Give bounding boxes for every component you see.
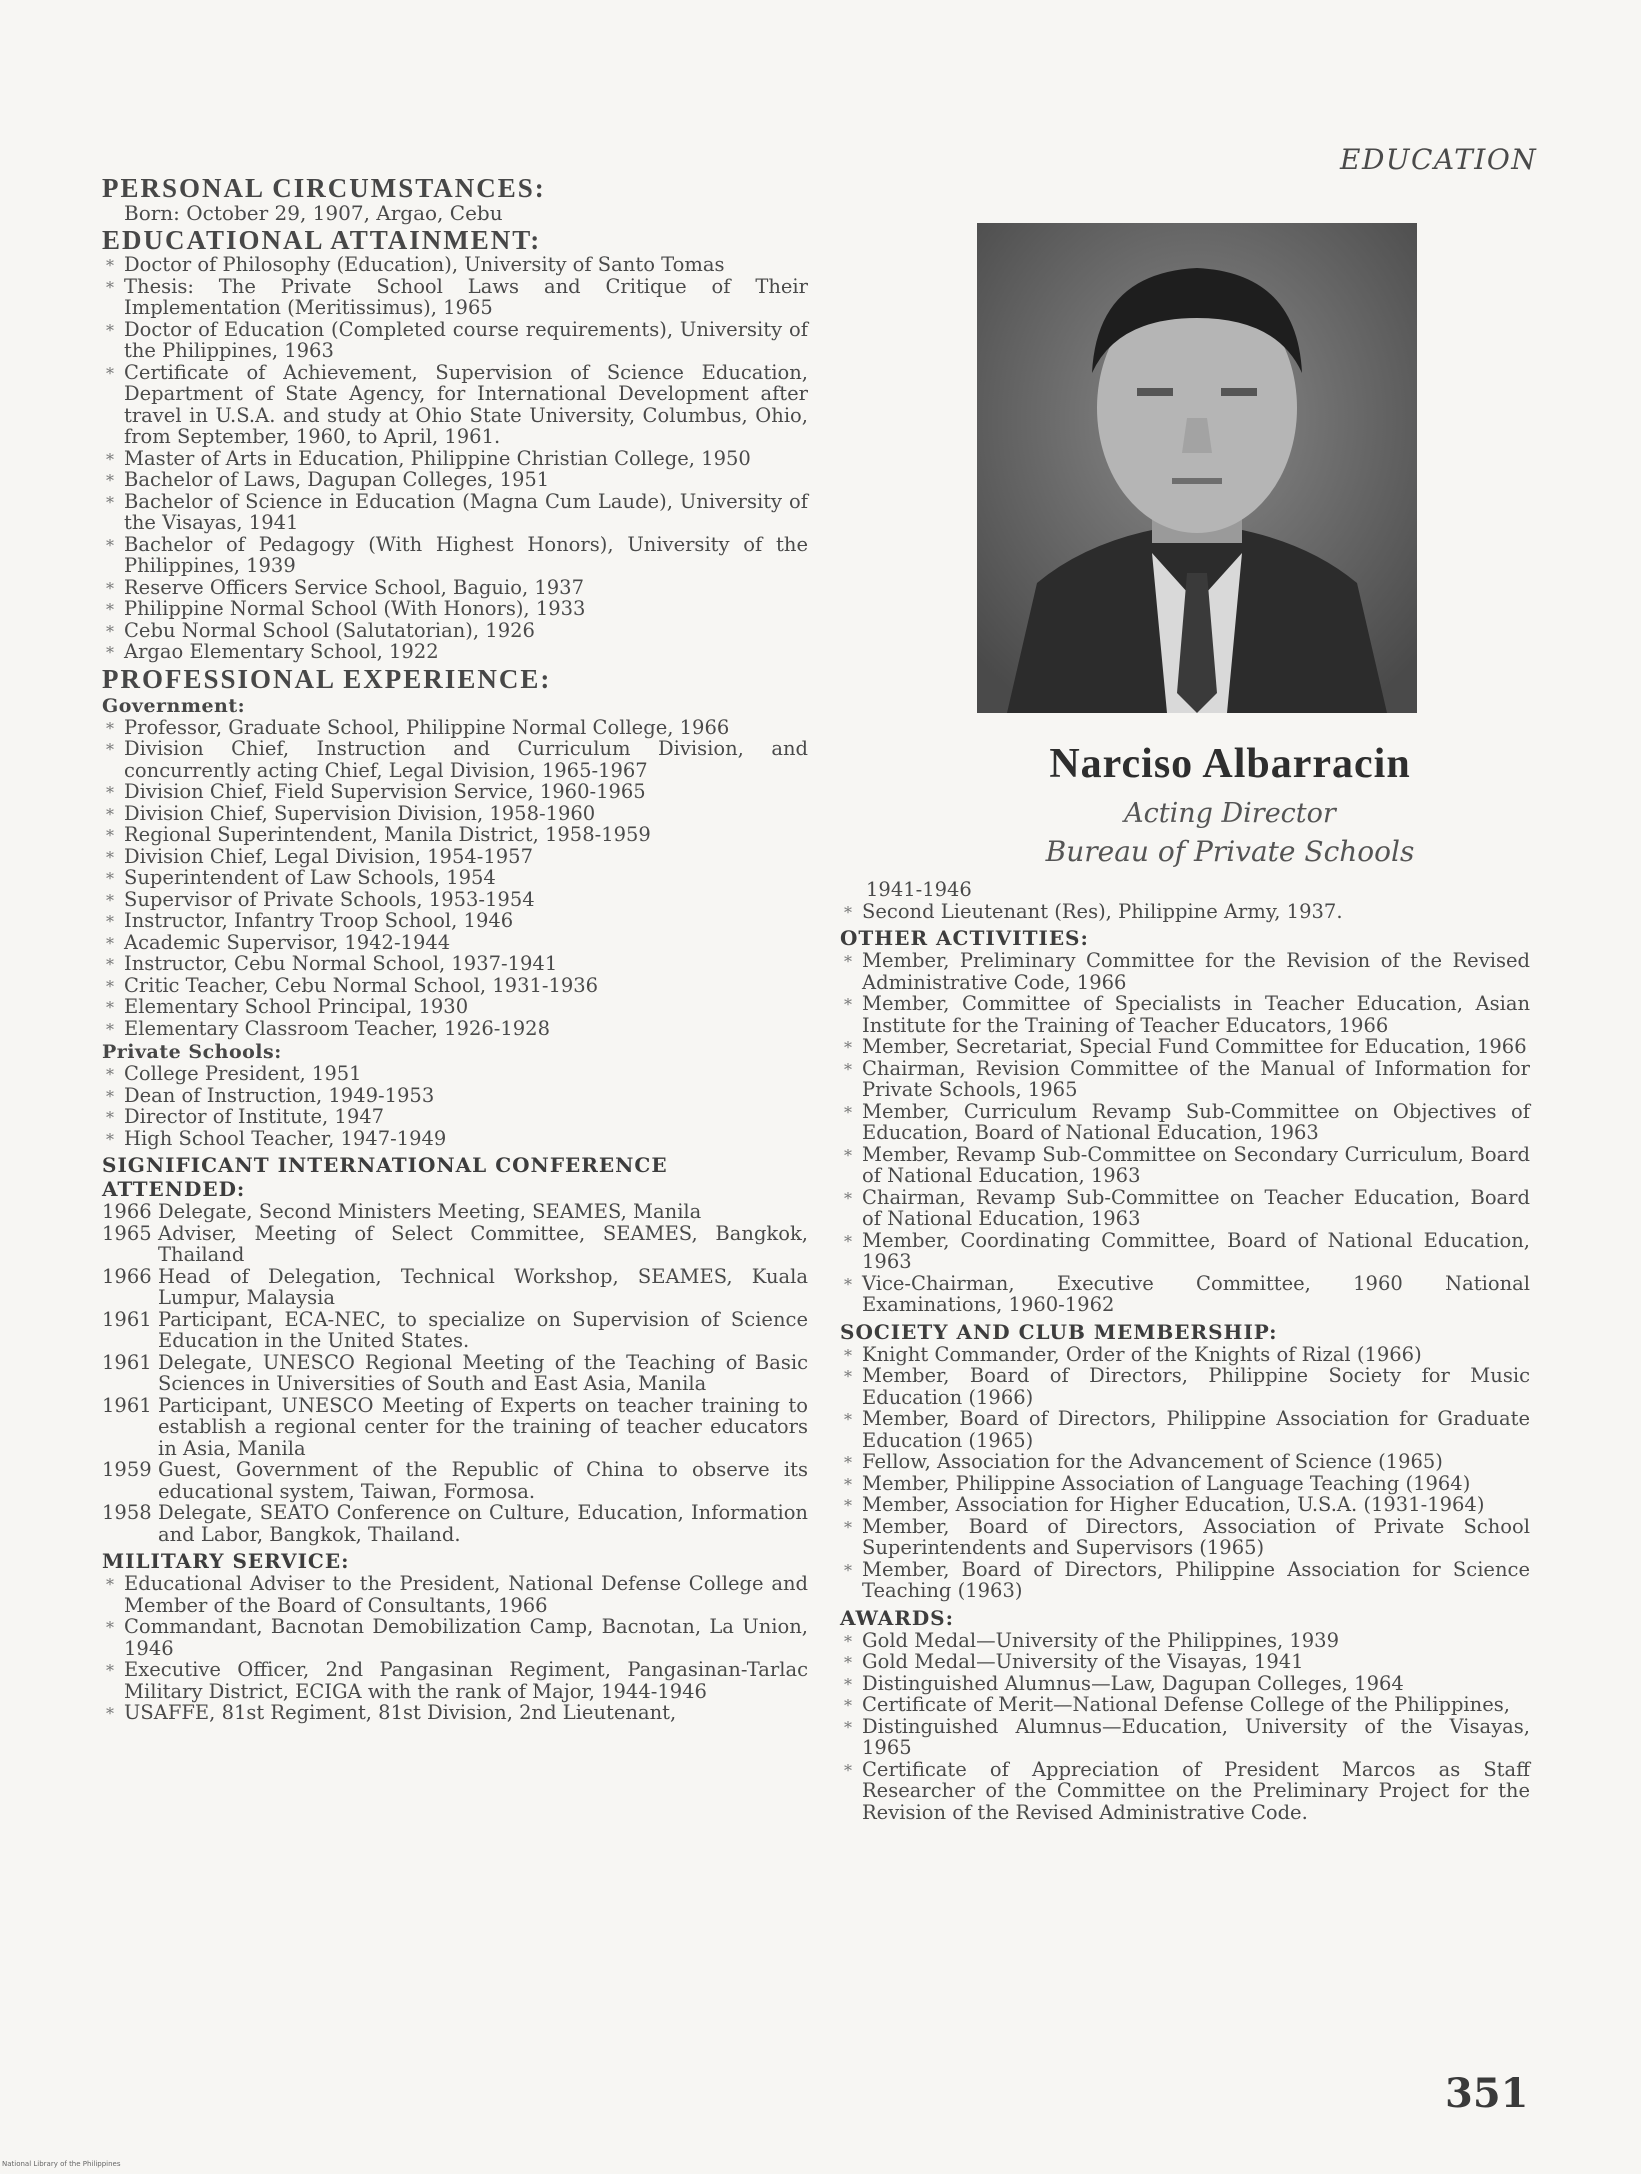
- award-item: * Distinguished Alumnus—Law, Dagupan Colleges, 1964: [840, 1673, 1530, 1695]
- conference-text: Participant, UNESCO Meeting of Experts on teacher training to establish a regional center for the training of teacher educators in Asia, Manila: [158, 1393, 808, 1460]
- conference-year: 1961: [102, 1307, 152, 1331]
- conference-text: Head of Delegation, Technical Workshop, SEAMES, Kuala Lumpur, Malaysia: [158, 1264, 808, 1309]
- conference-text: Participant, ECA-NEC, to specialize on Supervision of Science Education in the United States.: [158, 1307, 808, 1352]
- award-item: * Certificate of Merit—National Defense College of the Philippines,: [840, 1694, 1530, 1716]
- private-subheading: Private Schools:: [102, 1041, 282, 1063]
- education-item: * Doctor of Philosophy (Education), University of Santo Tomas: [102, 254, 808, 276]
- conference-text: Guest, Government of the Republic of China to observe its educational system, Taiwan, Formosa.: [158, 1458, 808, 1503]
- government-position-item: * Professor, Graduate School, Philippine Normal College, 1966: [102, 717, 808, 739]
- membership-item: * Member, Board of Directors, Association of Private School Superintendents and Supervisors (1965): [840, 1516, 1530, 1559]
- conference-heading-line1: SIGNIFICANT INTERNATIONAL CONFERENCE: [102, 1153, 668, 1177]
- private-position-item: * High School Teacher, 1947-1949: [102, 1128, 808, 1150]
- award-item: * Gold Medal—University of the Philippines, 1939: [840, 1630, 1530, 1652]
- person-bureau: Bureau of Private Schools: [1045, 835, 1415, 868]
- conference-item: [102, 1352, 808, 1395]
- government-position-item: * Division Chief, Legal Division, 1954-1957: [102, 846, 808, 868]
- government-position-item: * Instructor, Cebu Normal School, 1937-1941: [102, 953, 808, 975]
- awards-heading: AWARDS:: [840, 1605, 955, 1630]
- education-item: * Argao Elementary School, 1922: [102, 641, 808, 663]
- private-position-item: * Dean of Instruction, 1949-1953: [102, 1085, 808, 1107]
- activity-item: * Member, Curriculum Revamp Sub-Committee on Objectives of Education, Board of National Education, 1963: [840, 1101, 1530, 1144]
- conference-text: Delegate, SEATO Conference on Culture, Education, Information and Labor, Bangkok, Thailand.: [158, 1501, 808, 1546]
- conference-year: 1961: [102, 1350, 152, 1374]
- education-item: * Cebu Normal School (Salutatorian), 1926: [102, 620, 808, 642]
- military-item: * Second Lieutenant (Res), Philippine Army, 1937.: [840, 901, 1530, 923]
- government-position-item: * Division Chief, Instruction and Curriculum Division, and concurrently acting Chief, Legal Division, 1965-1967: [102, 738, 808, 781]
- private-list: [102, 1063, 808, 1149]
- education-item: * Philippine Normal School (With Honors), 1933: [102, 598, 808, 620]
- government-subheading: Government:: [102, 694, 246, 717]
- government-position-item: * Division Chief, Supervision Division, 1958-1960: [102, 803, 808, 825]
- society-list: [840, 1344, 1530, 1602]
- membership-item: * Member, Philippine Association of Language Teaching (1964): [840, 1473, 1530, 1495]
- society-heading: SOCIETY AND CLUB MEMBERSHIP:: [840, 1319, 1278, 1344]
- education-item: * Thesis: The Private School Laws and Critique of Their Implementation (Meritissimus), 1965: [102, 276, 808, 319]
- award-item: * Gold Medal—University of the Visayas, 1941: [840, 1651, 1530, 1673]
- military-item: * Commandant, Bacnotan Demobilization Camp, Bacnotan, La Union, 1946: [102, 1616, 808, 1659]
- award-item: * Certificate of Appreciation of President Marcos as Staff Researcher of the Committee on the Preliminary Project for the Revision of the Revised Administrative Code.: [840, 1759, 1530, 1824]
- right-column: [840, 879, 1530, 1823]
- conference-year: 1959: [102, 1458, 152, 1481]
- education-item: * Certificate of Achievement, Supervision of Science Education, Department of State Agency, for International Development after travel in U.S.A. and study at Ohio State University, Columbus, Ohio, from September, 1960, to April, 1961.: [102, 362, 808, 448]
- government-position-item: * Superintendent of Law Schools, 1954: [102, 867, 808, 889]
- conference-heading-line2: ATTENDED:: [102, 1177, 246, 1201]
- military-item: * USAFFE, 81st Regiment, 81st Division, 2nd Lieutenant,: [102, 1702, 808, 1724]
- government-position-item: * Critic Teacher, Cebu Normal School, 1931-1936: [102, 975, 808, 997]
- education-item: * Master of Arts in Education, Philippine Christian College, 1950: [102, 448, 808, 470]
- military-list: [102, 1573, 808, 1724]
- conference-item: [102, 1459, 808, 1502]
- education-item: * Bachelor of Pedagogy (With Highest Honors), University of the Philippines, 1939: [102, 534, 808, 577]
- page-number: 351: [1445, 2070, 1529, 2117]
- profile-title-block: [900, 740, 1560, 868]
- government-position-item: * Elementary Classroom Teacher, 1926-1928: [102, 1018, 808, 1040]
- section-kicker: EDUCATION: [1340, 143, 1538, 176]
- government-position-item: * Regional Superintendent, Manila District, 1958-1959: [102, 824, 808, 846]
- conference-item: [102, 1395, 808, 1460]
- conference-year: 1958: [102, 1501, 152, 1524]
- activity-item: * Member, Coordinating Committee, Board of National Education, 1963: [840, 1230, 1530, 1273]
- private-position-item: * College President, 1951: [102, 1063, 808, 1085]
- other-activities-heading: OTHER ACTIVITIES:: [840, 926, 1089, 950]
- military-continued-years: 1941-1946: [866, 878, 972, 901]
- activity-item: * Member, Secretariat, Special Fund Committee for Education, 1966: [840, 1036, 1530, 1058]
- conference-year: 1966: [102, 1264, 152, 1288]
- education-heading: EDUCATIONAL ATTAINMENT:: [102, 225, 542, 255]
- person-position: Acting Director: [1124, 798, 1336, 829]
- military-continued-list: [840, 901, 1530, 923]
- government-list: [102, 717, 808, 1040]
- membership-item: * Member, Association for Higher Education, U.S.A. (1931-1964): [840, 1494, 1530, 1516]
- education-list: [102, 254, 808, 663]
- membership-item: * Member, Board of Directors, Philippine Association for Science Teaching (1963): [840, 1559, 1530, 1602]
- activity-item: * Vice-Chairman, Executive Committee, 1960 National Examinations, 1960-1962: [840, 1273, 1530, 1316]
- person-name: Narciso Albarracin: [1049, 741, 1411, 787]
- military-item: * Executive Officer, 2nd Pangasinan Regiment, Pangasinan-Tarlac Military District, ECIGA with the rank of Major, 1944-1946: [102, 1659, 808, 1702]
- conference-year: 1961: [102, 1393, 152, 1417]
- conference-item: [102, 1223, 808, 1266]
- activity-item: * Member, Committee of Specialists in Teacher Education, Asian Institute for the Training of Teacher Educators, 1966: [840, 993, 1530, 1036]
- private-position-item: * Director of Institute, 1947: [102, 1106, 808, 1128]
- education-item: * Reserve Officers Service School, Baguio, 1937: [102, 577, 808, 599]
- conference-heading: [102, 1153, 808, 1201]
- conference-item: [102, 1266, 808, 1309]
- membership-item: * Member, Board of Directors, Philippine Society for Music Education (1966): [840, 1365, 1530, 1408]
- conference-text: Delegate, Second Ministers Meeting, SEAMES, Manila: [158, 1200, 702, 1223]
- government-position-item: * Academic Supervisor, 1942-1944: [102, 932, 808, 954]
- award-item: * Distinguished Alumnus—Education, University of the Visayas, 1965: [840, 1716, 1530, 1759]
- membership-item: * Member, Board of Directors, Philippine Association for Graduate Education (1965): [840, 1408, 1530, 1451]
- education-item: * Bachelor of Laws, Dagupan Colleges, 1951: [102, 469, 808, 491]
- conference-year: 1966: [102, 1200, 152, 1223]
- conference-year: 1965: [102, 1221, 152, 1245]
- conference-list: [102, 1201, 808, 1545]
- military-item: * Educational Adviser to the President, National Defense College and Member of the Board of Consultants, 1966: [102, 1573, 808, 1616]
- government-position-item: * Division Chief, Field Supervision Service, 1960-1965: [102, 781, 808, 803]
- conference-text: Adviser, Meeting of Select Committee, SEAMES, Bangkok, Thailand: [158, 1221, 808, 1266]
- activity-item: * Member, Preliminary Committee for the Revision of the Revised Administrative Code, 1966: [840, 950, 1530, 993]
- education-item: * Bachelor of Science in Education (Magna Cum Laude), University of the Visayas, 1941: [102, 491, 808, 534]
- government-position-item: * Instructor, Infantry Troop School, 1946: [102, 910, 808, 932]
- government-position-item: * Supervisor of Private Schools, 1953-1954: [102, 889, 808, 911]
- membership-item: * Fellow, Association for the Advancement of Science (1965): [840, 1451, 1530, 1473]
- membership-item: * Knight Commander, Order of the Knights of Rizal (1966): [840, 1344, 1530, 1366]
- education-item: * Doctor of Education (Completed course requirements), University of the Philippines, 1963: [102, 319, 808, 362]
- conference-item: [102, 1502, 808, 1545]
- other-activities-list: [840, 950, 1530, 1316]
- conference-item: [102, 1201, 808, 1223]
- portrait-image: [977, 223, 1417, 713]
- conference-text: Delegate, UNESCO Regional Meeting of the Teaching of Basic Sciences in Universities of South and East Asia, Manila: [158, 1350, 808, 1395]
- activity-item: * Chairman, Revamp Sub-Committee on Teacher Education, Board of National Education, 1963: [840, 1187, 1530, 1230]
- activity-item: * Member, Revamp Sub-Committee on Secondary Curriculum, Board of National Education, 1963: [840, 1144, 1530, 1187]
- professional-heading: PROFESSIONAL EXPERIENCE:: [102, 663, 552, 694]
- military-heading: MILITARY SERVICE:: [102, 1549, 350, 1573]
- awards-list: [840, 1630, 1530, 1824]
- conference-item: [102, 1309, 808, 1352]
- footer-note: National Library of the Philippines: [2, 2160, 121, 2168]
- portrait-photo: [977, 223, 1417, 713]
- left-column: [102, 174, 808, 1724]
- personal-heading: PERSONAL CIRCUMSTANCES:: [102, 173, 546, 203]
- government-position-item: * Elementary School Principal, 1930: [102, 996, 808, 1018]
- birth-info: Born: October 29, 1907, Argao, Cebu: [124, 201, 503, 225]
- activity-item: * Chairman, Revision Committee of the Manual of Information for Private Schools, 1965: [840, 1058, 1530, 1101]
